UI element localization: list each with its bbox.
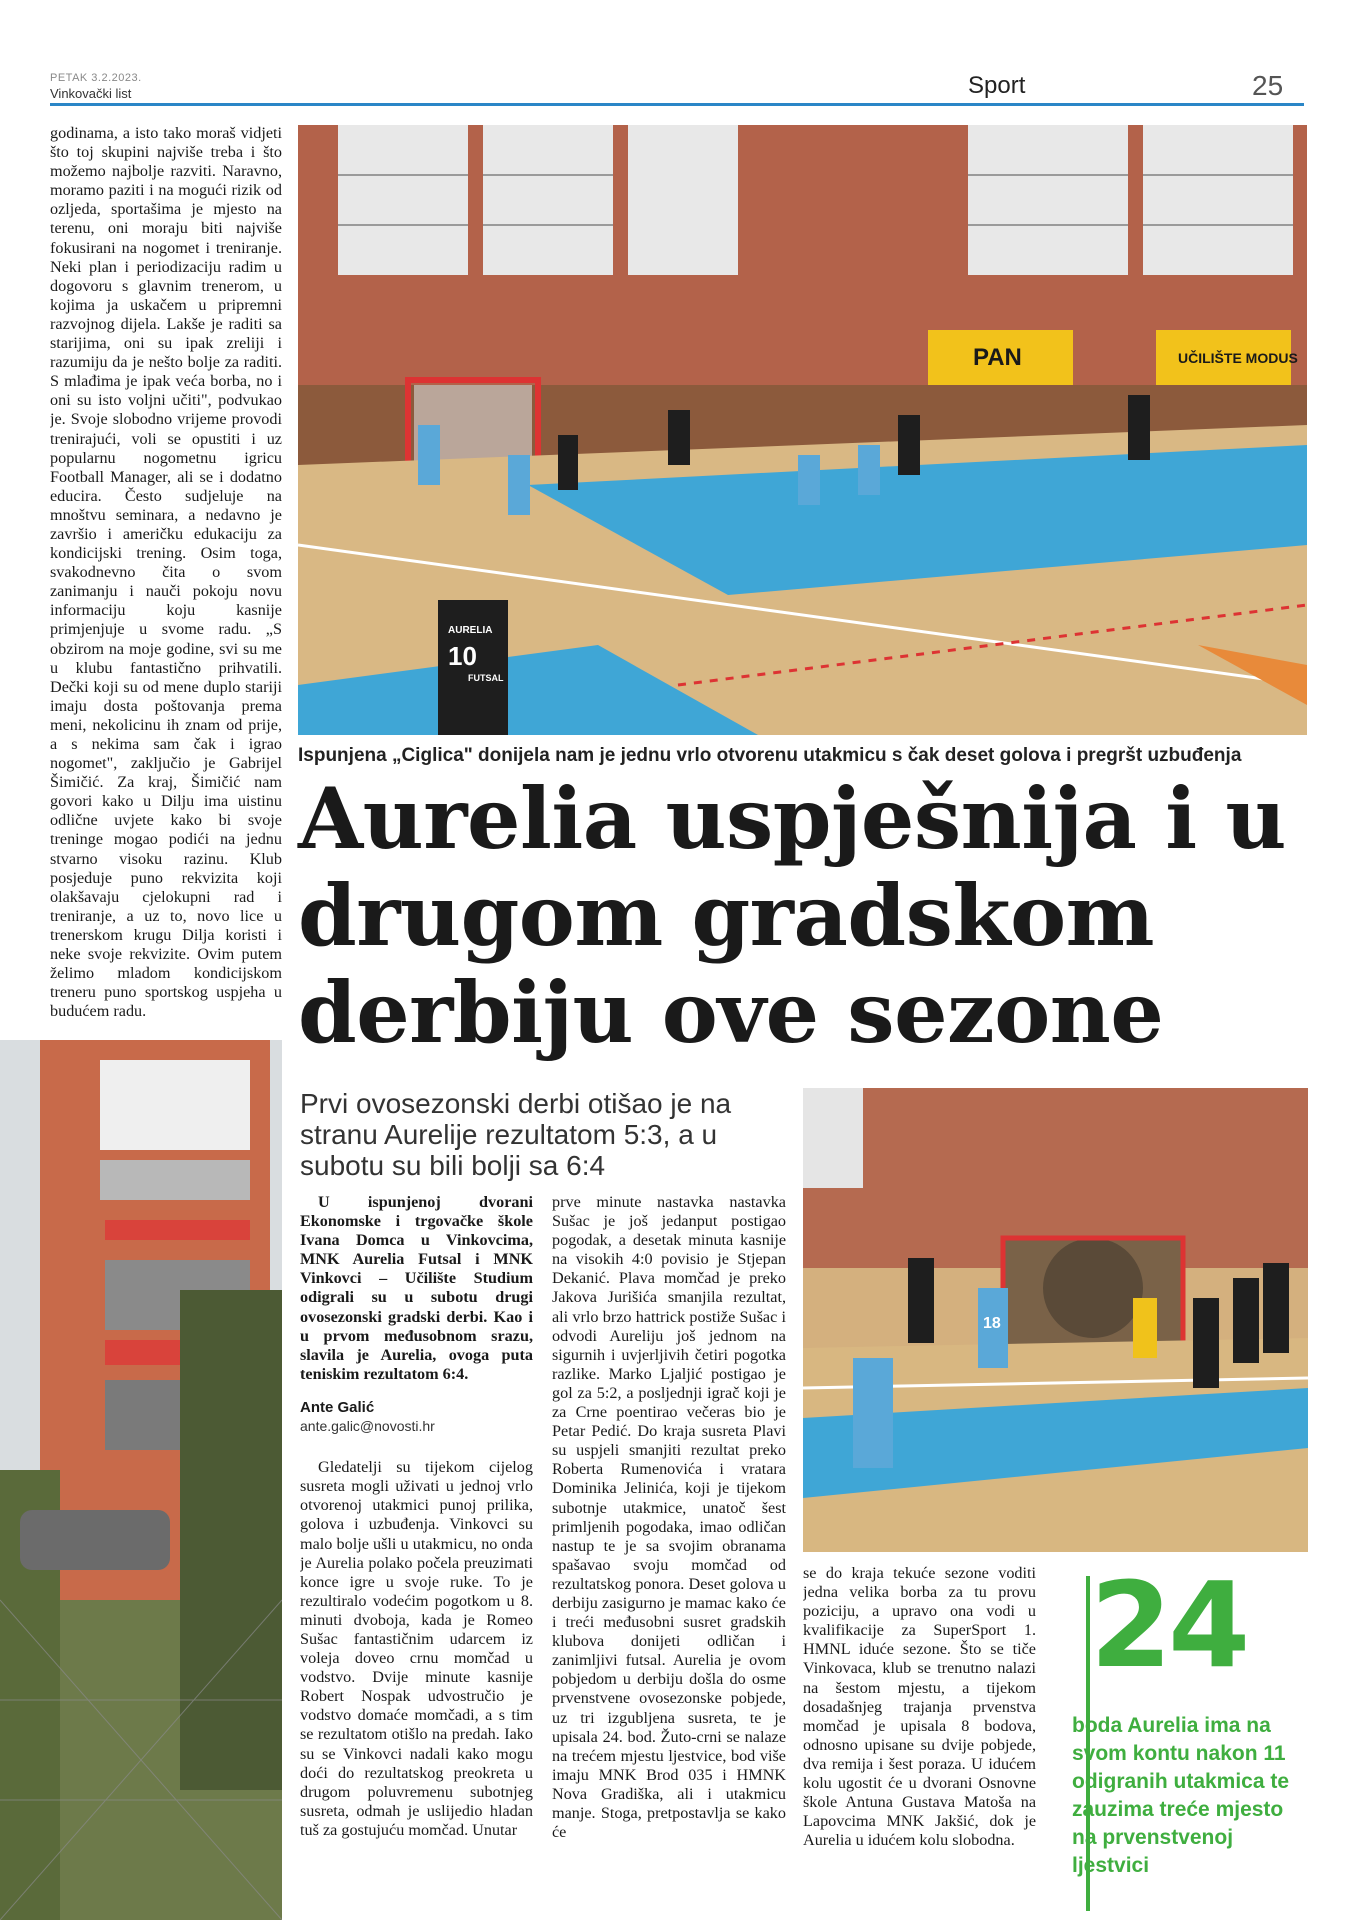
article-headline: Aurelia uspješnija i u drugom gradskom derbiju ove sezone — [298, 769, 1286, 1062]
article-body-part-3: se do kraja tekuće sezone voditi jedna velika borba za tu provu poziciju, a upravo ona vodi u kvalifikacije za SuperSport 1. HMNL iduće sezone. Što se tiče Vinkovaca, klub se trenutno nalazi na šestom mjestu, a tijekom dosadašnjeg trajanja prvenstva momčad je upisala 8 bodova, odnosno upisane su dvije pobjede, dva remija i šest poraza. U idućem kolu ugostit će u dvorani Osnovne škole Antuna Gustava Matoša na Lapovcima MNK Jakšić, dok je Aurelia u idućem kolu slobodna. — [803, 1564, 1036, 1850]
main-photo — [298, 125, 1307, 735]
header-rule — [50, 103, 1304, 106]
previous-article-column — [50, 124, 282, 1024]
banner-pan-text: PAN — [973, 344, 1022, 371]
jersey-name: AURELIA — [448, 625, 493, 636]
previous-article-text: godinama, a isto tako moraš vidjeti što toj skupini najviše treba i što možemo najbolje razviti. Naravno, moramo paziti i na mogući rizik od ozljeda, sportašima je mjesto na terenu, oni moraju biti najviše fokusirani na nogomet i treniranje. Neki plan i periodizaciju radim u dogovoru s glavnim trenerom, u kojima ja uskačem u pripremni razvojnog dijela. Lakše je raditi sa starijima, oni su ipak zreliji i razumiju da je nešto bolje za raditi. S mlađima je ipak veća borba, no i oni su isto voljni učiti", podvukao je. Svoje slobodno vrijeme provodi trenirajući, voli se opustiti i uz popularnu nogometnu igricu Football Manager, ali se i dodatno educira. Često sudjeluje na mnoštvu seminara, a nedavno je završio i američku edukaciju za kondicijski trening. Osim toga, svakodnevno čita o svom zanimanju i nauči pokoju novu informaciju koju kasnije primjenjuje u svome radu. „S obzirom na moje godine, svi su me u klubu fantastično prihvatili. Dečki koji su od mene duplo stariji imaju dosta poštovanja prema meni, nekolicinu ih znam od prije, a s nekima sam čak i igrao nogomet", zaključio je Gabrijel Šimičić. Za kraj, Šimičić nam govori kako u Dilju ima uistinu odlične uvjete kako bi svoje treninge mogao podići na jednu stvarno visoku razinu. Klub posjeduje puno rekvizita koji olakšavaju cjelokupni rad i treniranje, a uz to, novo lice u trenerskom krugu Dilja koristi i neke svoje rekvizite. Ovim putem želimo mladom kondicijskom treneru puno sportskog uspjeha u budućem radu. — [50, 124, 282, 1021]
issue-date: PETAK 3.2.2023. — [50, 72, 142, 84]
futsal-match-photo — [803, 1088, 1308, 1552]
newspaper-name: Vinkovački list — [50, 86, 132, 101]
article-lead: U ispunjenoj dvorani Ekonomske i trgovačke škole Ivana Domca u Vinkovcima, MNK Aurelia Futsal i MNK Vinkovci – Učilište Studium odigrali su u subotu drugi ovosezonski gradski derbi. Kao i u prvom međusobnom srazu, slavila je Aurelia, ovoga puta teniskim rezultatom 6:4. — [300, 1193, 533, 1383]
section-title: Sport — [968, 72, 1026, 99]
author-email: ante.galic@novosti.hr — [300, 1418, 435, 1435]
author-name: Ante Galić — [300, 1398, 375, 1416]
photo-caption: Ispunjena „Ciglica" donijela nam je jednu vrlo otvorenu utakmicu s čak deset golova i pregršt uzbuđenja — [298, 745, 1242, 766]
apartment-building-photo — [0, 1040, 282, 1920]
page-number: 25 — [1252, 70, 1284, 101]
article-column-2 — [300, 1193, 533, 1913]
futsal-hall-photo — [298, 125, 1307, 735]
jersey-number: 10 — [448, 641, 477, 671]
article-body-part-2: prve minute nastavka nastavka Sušac je još jedanput postigao pogodak, a desetak minuta kasnije na visokih 4:0 povisio je Stjepan Dekanić. Plava momčad je preko Jakova Jurišića smanjila rezultat, ali vrlo brzo hattrick postiže Sušac i odvodi Aureliju još jednom na sigurnih i uvjerljivih četiri pogotka razlike. Marko Ljaljić postigao je gol za 5:2, a posljednji igrač koji je za Crne poentirao večeras bio je Petar Pedić. Do kraja susreta Plavi su uspjeli smanjiti rezultat preko Roberta Rumenovića i vratara Dominika Jelinića, koji je tijekom subotnje utakmice, unatoč šest primljenih pogodaka, imao odličan nastup te je sa svojim obranama spašavao svoju momčad od rezultatskog ponora. Deset golova u derbiju zasigurno je mamac kako će i treći međusobni susret gradskih klubova donijeti odličan i zanimljivi futsal. Aurelia je ovom pobjedom u derbiju došla do osme prvenstvene ovosezonske pobjede, uz tri izgubljena susreta, te je upisala 24. bod. Žuto-crni se nalaze na trećem mjestu ljestvice, bod više imaju MNK Brod 035 i HMNK Nova Gradiška, ali i utakmicu manje. Stoga, pretpostavlja se kako će — [552, 1193, 786, 1842]
jersey-sub: FUTSAL — [468, 673, 504, 683]
stat-number: 24 — [1090, 1556, 1247, 1694]
building-photo — [0, 1040, 282, 1920]
article-column-3 — [552, 1193, 786, 1913]
player-number-18: 18 — [983, 1315, 1001, 1332]
second-photo — [803, 1088, 1308, 1552]
banner-modus-text: UČILIŠTE MODUS — [1178, 350, 1298, 366]
article-body-part-1: Gledatelji su tijekom cijelog susreta mogli uživati u jednoj vrlo otvorenoj utakmici punoj prilika, golova i uzbuđenja. Vinkovci su malo bolje ušli u utakmicu, no onda je Aurelia polako počela preuzimati konce igre u svoje ruke. To je rezultiralo vodećim pogotkom u 8. minuti dvoboja, kada je Romeo Sušac fantastičnim udarcem iz voleja doveo crnu momčad u vodstvo. Dvije minute kasnije Robert Nospak udvostručio je vodstvo domaće momčadi, a s tim se rezultatom otišlo na predah. Iako su se Vinkovci nadali kako mogu doći do rezultatskog preokreta u drugom poluvremenu subotnjeg susreta, odmah je uslijedio hladan tuš za gostujuću momčad. Unutar — [300, 1458, 533, 1839]
article-column-4 — [803, 1564, 1036, 1914]
stat-description: boda Aurelia ima na svom kontu nakon 11 odigranih utakmica te zauzima treće mjesto na prvenstvenoj ljestvici — [1072, 1714, 1290, 1877]
article-subheadline: Prvi ovosezonski derbi otišao je na stranu Aurelije rezultatom 5:3, a u subotu su bili bolji sa 6:4 — [300, 1088, 732, 1181]
